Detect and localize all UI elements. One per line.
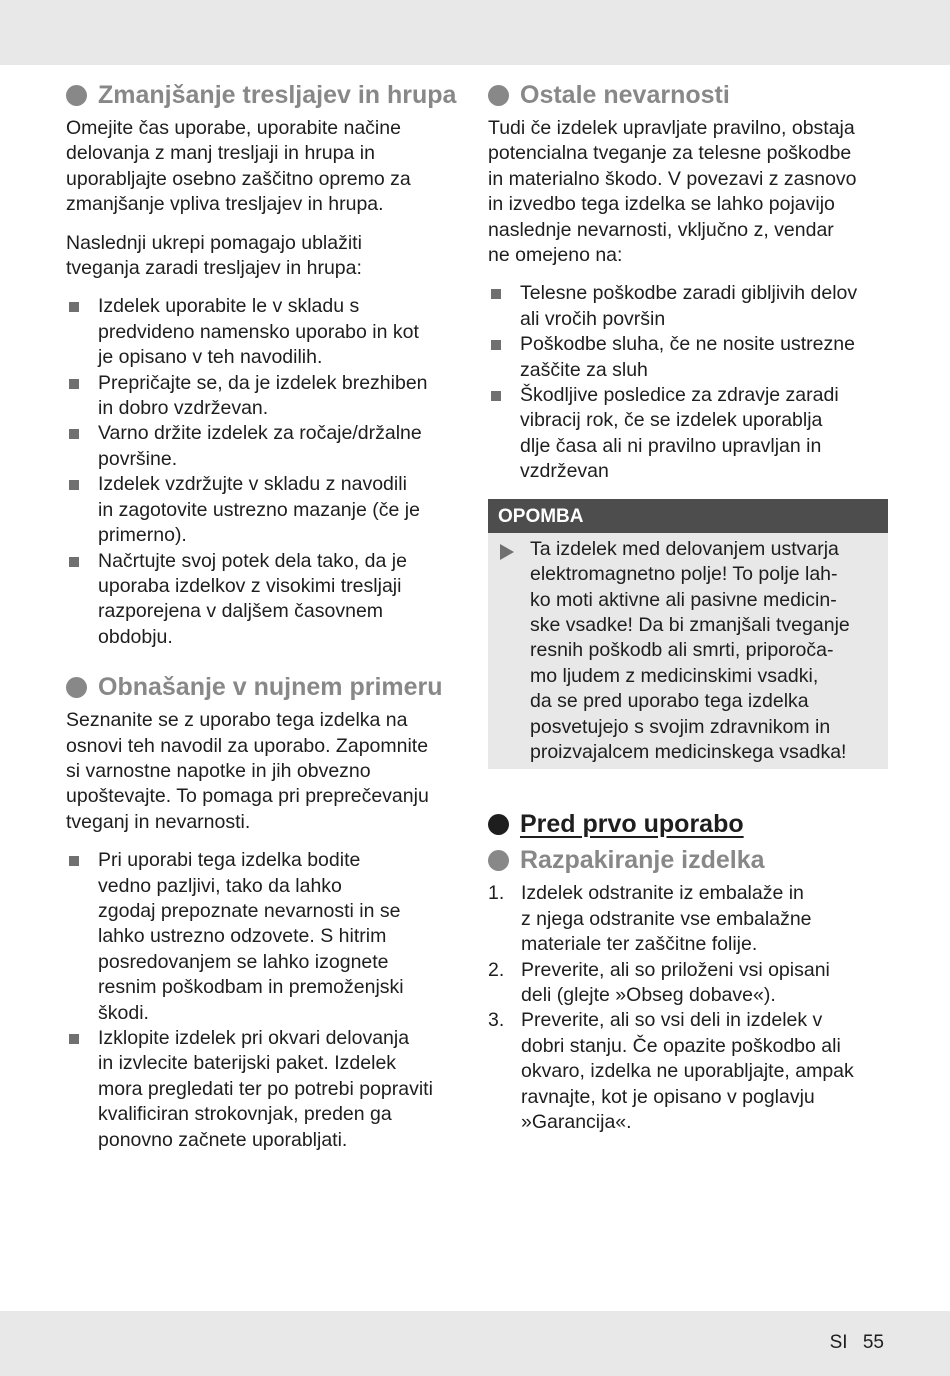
item-number: 1. [488, 882, 505, 905]
square-bullet-icon [69, 856, 79, 866]
numbered-item [488, 881, 888, 957]
note-body [488, 533, 888, 770]
item-text: Izdelek odstranite iz embalaže in z njega odstranite vse embalažne materiale ter zaščitne folije. [521, 882, 812, 956]
square-bullet-icon [69, 302, 79, 312]
bullet-list [488, 281, 888, 484]
bullet-circle-icon [66, 85, 87, 106]
list-item-text: Izklopite izdelek pri okvari delovanja in izvlecite baterijski paket. Izdelek mora pregledati ter po potrebi popraviti kvalificiran strokovnjak, preden ga ponovno začnete uporabljati. [98, 1027, 433, 1151]
heading-other-hazards [488, 80, 888, 110]
left-column [66, 80, 466, 1175]
language-code: SI [829, 1332, 848, 1353]
square-bullet-icon [69, 379, 79, 389]
list-item-text: Prepričajte se, da je izdelek brezhiben in dobro vzdrževan. [98, 371, 428, 420]
heading-vibration-noise [66, 80, 466, 110]
heading-text: Pred prvo uporabo [520, 810, 744, 839]
list-item [66, 549, 466, 651]
square-bullet-icon [69, 1034, 79, 1044]
list-item [66, 421, 466, 472]
numbered-item [488, 958, 888, 1009]
top-band [0, 0, 950, 65]
list-item [66, 848, 466, 1026]
item-number: 3. [488, 1009, 505, 1032]
paragraph: Tudi če izdelek upravljate pravilno, obstaja potencialna tveganje za telesne poškodbe in materialno škodo. V povezavi z zasnovo in izvedbo tega izdelka se lahko pojavijo naslednje nevarnosti, vključno z, vendar ne omejeno na: [488, 117, 857, 267]
list-item-text: Škodljive posledice za zdravje zaradi vibracij rok, če se izdelek uporablja dlje časa ali ni pravilno upravljan in vzdrževan [520, 384, 839, 483]
numbered-list [488, 881, 888, 1135]
square-bullet-icon [491, 391, 501, 401]
note-text: Ta izdelek med delovanjem ustvarja elektromagnetno polje! To polje lah- ko moti aktivne ali pasivne medicin- ske vsadke! Da bi zmanjšali tveganje resnih poškodb ali smrti, priporoča- mo ljudem z medicinskimi vsadki, da se pred uporabo tega izdelka posvetujejo s svojim zdravnikom in proizvajalcem medicinskega vsadka! [530, 537, 850, 763]
list-item-text: Izdelek uporabite le v skladu s predvideno namensko uporabo in kot je opisano v teh navodilih. [98, 295, 419, 369]
square-bullet-icon [69, 480, 79, 490]
list-item [488, 383, 888, 485]
page-number: 55 [862, 1332, 884, 1353]
square-bullet-icon [491, 340, 501, 350]
arrow-right-icon [500, 544, 514, 560]
list-item [66, 472, 466, 548]
paragraph: Omejite čas uporabe, uporabite načine delovanja z manj tresljaji in hrupa in uporabljajte osebno zaščitno opremo za zmanjšanje vpliva tresljajev in hrupa. [66, 117, 411, 216]
heading-text: Razpakiranje izdelka [520, 846, 765, 875]
right-column [488, 80, 888, 1135]
square-bullet-icon [491, 289, 501, 299]
list-item-text: Načrtujte svoj potek dela tako, da je uporaba izdelkov z visokimi tresljaji razporejena v daljšem časovnem obdobju. [98, 549, 407, 648]
heading-text: Obnašanje v nujnem primeru [98, 673, 443, 702]
list-item [488, 332, 888, 383]
paragraph: Naslednji ukrepi pomagajo ublažiti tveganja zaradi tresljajev in hrupa: [66, 231, 362, 280]
list-item [488, 281, 888, 332]
heading-before-first-use [488, 809, 888, 839]
bullet-circle-icon [488, 85, 509, 106]
bullet-list [66, 848, 466, 1153]
list-item-text: Pri uporabi tega izdelka bodite vedno pazljivi, tako da lahko zgodaj prepoznate nevarnosti in se lahko ustrezno odzovete. S hitrim posredovanjem se lahko izognete resnim poškodbam in premoženjski škodi. [98, 849, 404, 1024]
list-item-text: Poškodbe sluha, če ne nosite ustrezne zaščite za sluh [520, 333, 855, 381]
bullet-list [66, 294, 466, 650]
list-item [66, 371, 466, 422]
item-number: 2. [488, 958, 505, 981]
square-bullet-icon [69, 429, 79, 439]
list-item-text: Izdelek vzdržujte v skladu z navodili in zagotovite ustrezno mazanje (če je primerno). [98, 473, 420, 547]
page-footer [830, 1332, 884, 1354]
note-title: OPOMBA [488, 499, 888, 533]
note-box [488, 499, 888, 770]
bottom-band [0, 1311, 950, 1376]
heading-text: Zmanjšanje tresljajev in hrupa [98, 81, 457, 109]
list-item-text: Varno držite izdelek za ročaje/držalne površine. [98, 422, 422, 470]
paragraph: Seznanite se z uporabo tega izdelka na osnovi teh navodil za uporabo. Zapomnite si varnostne napotke in jih obvezno upoštevajte. To pomaga pri preprečevanju tveganj in nevarnosti. [66, 709, 429, 833]
list-item-text: Telesne poškodbe zaradi gibljivih delov ali vročih površin [520, 282, 858, 330]
square-bullet-icon [69, 557, 79, 567]
heading-text: Ostale nevarnosti [520, 81, 730, 109]
bullet-circle-icon [66, 677, 87, 698]
list-item [66, 1026, 466, 1153]
bullet-circle-icon [488, 814, 509, 835]
item-text: Preverite, ali so priloženi vsi opisani deli (glejte »Obseg dobave«). [521, 958, 830, 1006]
item-text: Preverite, ali so vsi deli in izdelek v dobri stanju. Če opazite poškodbo ali okvaro, izdelka ne uporabljajte, ampak ravnajte, kot je opisano v poglavju »Garancija«. [521, 1009, 854, 1133]
numbered-item [488, 1008, 888, 1135]
heading-unpacking [488, 845, 888, 875]
heading-emergency [66, 672, 466, 702]
bullet-circle-icon [488, 850, 509, 871]
list-item [66, 294, 466, 370]
